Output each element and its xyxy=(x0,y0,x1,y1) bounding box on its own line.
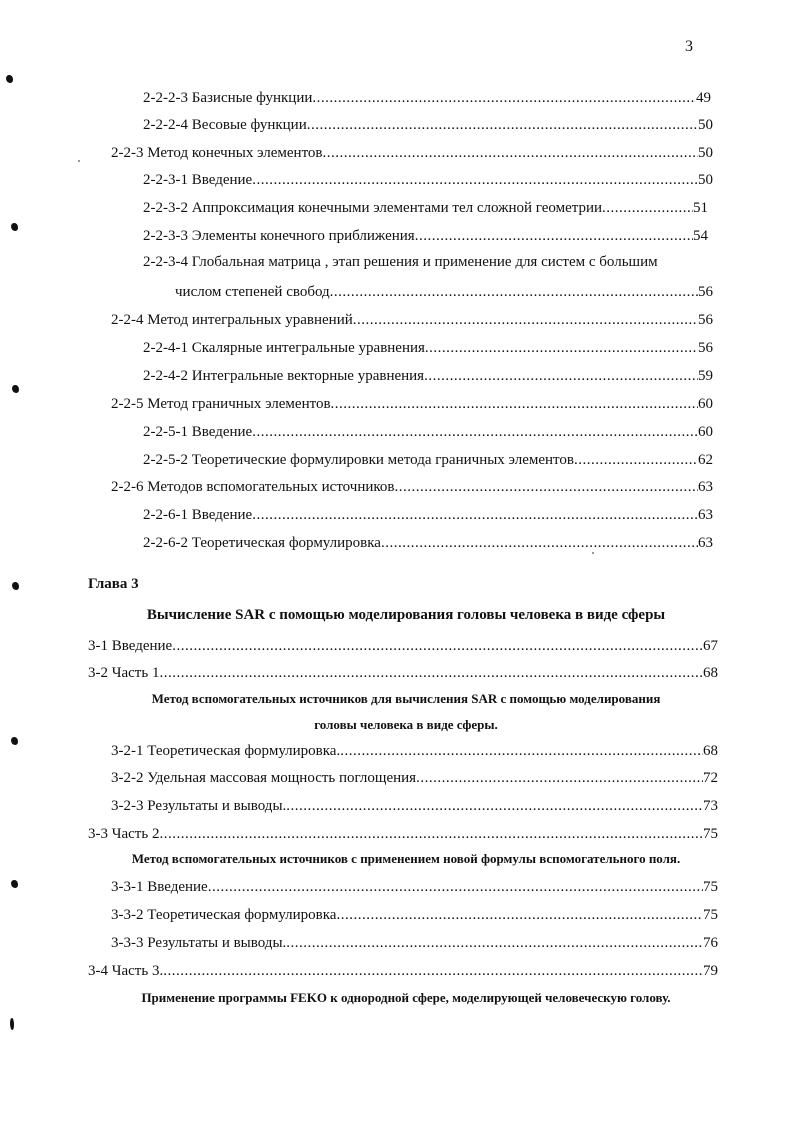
toc-entry-2-2-3-4-line1[interactable]: 2-2-3-4 Глобальная матрица , этап решения и применение для систем с большим xyxy=(143,254,658,270)
page-number: 3 xyxy=(685,38,693,55)
binding-mark xyxy=(10,1018,14,1030)
chapter-title: Глава 3 xyxy=(88,576,139,592)
toc-entry-2-2-6-2[interactable]: 2-2-6-2 Теоретическая формулировка ..... 63 xyxy=(143,533,713,553)
toc-entry-2-2-6[interactable]: 2-2-6 Методов вспомогательных источников ..... 63 xyxy=(111,477,713,497)
binding-mark xyxy=(11,223,18,231)
part1-title-line2: головы человека в виде сферы. xyxy=(314,717,498,732)
toc-entry-2-2-3-3[interactable]: 2-2-3-3 Элементы конечного приближения ..... 54 xyxy=(143,226,708,246)
toc-entry-2-2-3-1[interactable]: 2-2-3-1 Введение ..... 50 xyxy=(143,170,713,190)
toc-entry-2-2-6-1[interactable]: 2-2-6-1 Введение ..... 63 xyxy=(143,505,713,525)
toc-entry-3-3[interactable]: 3-3 Часть 2 ..... 75 xyxy=(88,824,718,844)
toc-entry-2-2-4-1[interactable]: 2-2-4-1 Скалярные интегральные уравнения ..... 56 xyxy=(143,338,713,358)
toc-entry-3-2-3[interactable]: 3-2-3 Результаты и выводы. ..... 73 xyxy=(111,796,718,816)
toc-entry-3-3-3[interactable]: 3-3-3 Результаты и выводы. ..... 76 xyxy=(111,933,718,953)
toc-entry-2-2-4-2[interactable]: 2-2-4-2 Интегральные векторные уравнения ..... 59 xyxy=(143,366,713,386)
toc-entry-2-2-3-4-line2[interactable]: числом степеней свобод ..... 56 xyxy=(175,282,713,302)
binding-mark xyxy=(12,582,19,590)
part3-title: Применение программы FEKO к однородной сфере, моделирующей человеческую голову. xyxy=(141,990,671,1005)
toc-entry-2-2-4[interactable]: 2-2-4 Метод интегральных уравнений ..... 56 xyxy=(111,310,713,330)
toc-entry-2-2-3-2[interactable]: 2-2-3-2 Аппроксимация конечными элементами тел сложной геометрии ..... 51 xyxy=(143,198,708,218)
part1-title-line1: Метод вспомогательных источников для вычисления SAR с помощью моделирования xyxy=(151,691,661,706)
chapter-subtitle: Вычисление SAR с помощью моделирования головы человека в виде сферы xyxy=(146,607,666,623)
toc-entry-3-2-1[interactable]: 3-2-1 Теоретическая формулировка. ..... 68 xyxy=(111,741,718,761)
binding-mark xyxy=(11,737,18,745)
scan-speck xyxy=(78,160,80,162)
binding-mark xyxy=(6,75,13,83)
toc-entry-3-2-2[interactable]: 3-2-2 Удельная массовая мощность поглощения ..... 72 xyxy=(111,768,718,788)
binding-mark xyxy=(12,385,19,393)
toc-entry-2-2-2-3[interactable]: 2-2-2-3 Базисные функции ..... 49 xyxy=(143,88,711,108)
toc-entry-2-2-3[interactable]: 2-2-3 Метод конечных элементов ..... 50 xyxy=(111,143,713,163)
toc-entry-2-2-5-1[interactable]: 2-2-5-1 Введение ..... 60 xyxy=(143,422,713,442)
toc-entry-3-2[interactable]: 3-2 Часть 1 ..... 68 xyxy=(88,663,718,683)
toc-entry-2-2-5[interactable]: 2-2-5 Метод граничных элементов ..... 60 xyxy=(111,394,713,414)
part2-title: Метод вспомогательных источников с применением новой формулы вспомогательного поля. xyxy=(131,851,681,866)
binding-mark xyxy=(11,880,18,888)
toc-entry-2-2-5-2[interactable]: 2-2-5-2 Теоретические формулировки метода граничных элементов ..... 62 xyxy=(143,450,713,470)
toc-entry-3-4[interactable]: 3-4 Часть 3. ..... 79 xyxy=(88,961,718,981)
toc-entry-3-3-1[interactable]: 3-3-1 Введение ..... 75 xyxy=(111,877,718,897)
toc-entry-3-3-2[interactable]: 3-3-2 Теоретическая формулировка ..... 75 xyxy=(111,905,718,925)
toc-entry-3-1[interactable]: 3-1 Введение ..... 67 xyxy=(88,636,718,656)
toc-entry-2-2-2-4[interactable]: 2-2-2-4 Весовые функции ..... 50 xyxy=(143,115,713,135)
